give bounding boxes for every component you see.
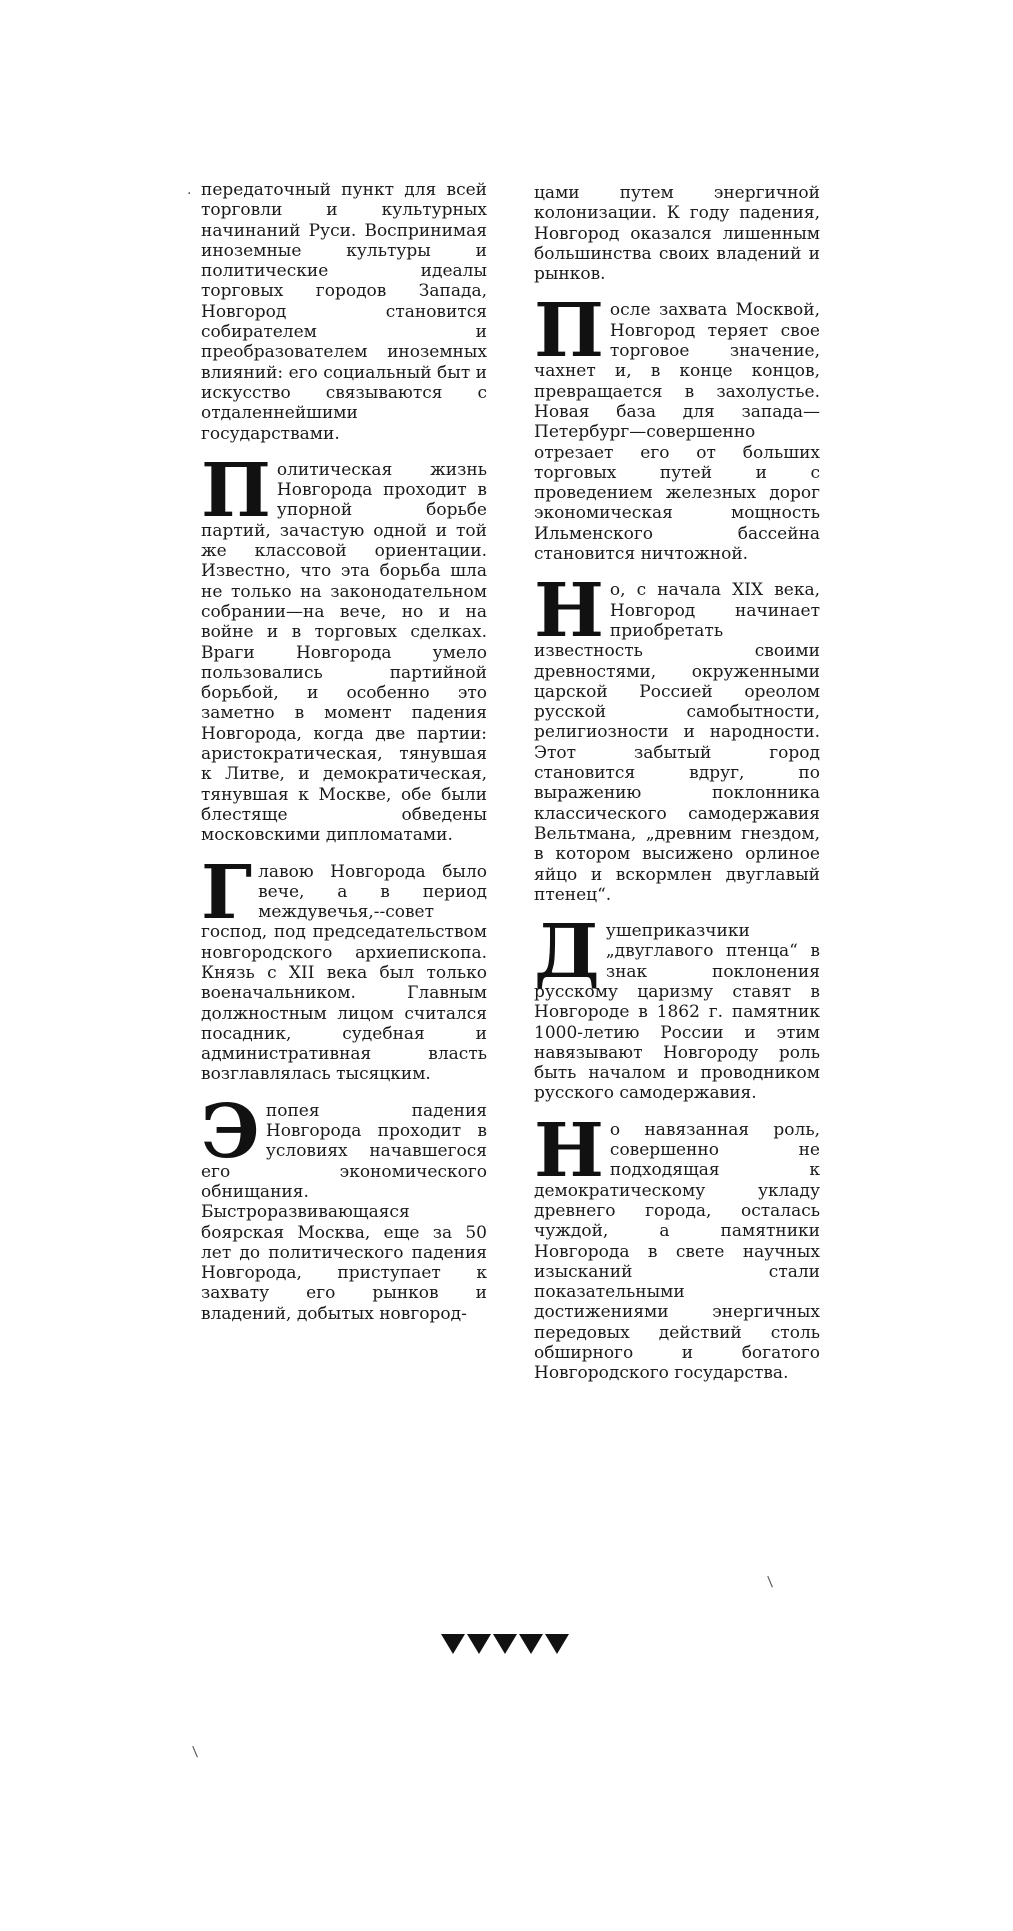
paragraph xyxy=(201,460,487,846)
paragraph-text: о, с начала XIX века, Новгород начинает приобретать известность своими древностями, окруженными царской Россией ореолом русской самобытности, религиозности и народности. Этот забытый город становится вдруг, по выражению поклонника классического самодержавия Вельтмана, „древним гнездом, в котором высижено орлиное яйцо и вскормлен двуглавый птенец“. xyxy=(534,580,820,905)
drop-cap-initial: Н xyxy=(534,580,604,655)
triangle-ornament-icon xyxy=(545,1634,569,1654)
drop-cap-initial: Г xyxy=(201,861,253,936)
triangle-ornament-icon xyxy=(493,1634,517,1654)
paragraph-text: лавою Новгорода было вече, а в период междувечья,--совет господ, под председательством новгородского архиепископа. Князь с XII века был только военачальником. Главным должностным лицом считался посадник, судебная и административная власть возглавлялась тысяцким. xyxy=(201,861,487,1085)
paragraph xyxy=(534,300,820,564)
speck-mark: / xyxy=(763,1574,778,1590)
triangle-ornament-icon xyxy=(519,1634,543,1654)
drop-cap-initial: Э xyxy=(201,1100,260,1175)
drop-cap-initial: Д xyxy=(534,921,600,996)
paragraph-text: олитическая жизнь Новгорода проходит в упорной борьбе партий, зачастую одной и той же классовой ориентации. Известно, что эта борьба шла не только на законодательном собрании—на вече, но и на войне и в торговых сделках. Враги Новгорода умело пользовались партийной борьбой, и особенно это заметно в момент падения Новгорода, когда две партии: аристократическая, тянувшая к Литве, и демократическая, тянувшая к Москве, обе были блестяще обведены московскими дипломатами. xyxy=(201,459,487,846)
paragraph xyxy=(201,180,487,444)
drop-cap-initial: Н xyxy=(534,1119,604,1194)
triangle-ornament-icon xyxy=(467,1634,491,1654)
right-text-column xyxy=(534,183,820,1400)
paragraph-text: передаточный пункт для всей торговли и культурных начинаний Руси. Воспринимая иноземные культуры и политические идеалы торговых городов Запада, Новгород становится собирателем и преобразователем иноземных влияний: его социальный быт и искусство связываются с отдаленнейшими государствами. xyxy=(201,180,487,444)
speck-mark: · xyxy=(187,186,192,202)
drop-cap-initial: П xyxy=(534,300,604,375)
paragraph-text: цами путем энергичной колонизации. К году падения, Новгород оказался лишенным большинства своих владений и рынков. xyxy=(534,183,820,285)
paragraph xyxy=(534,1120,820,1384)
paragraph-text: осле захвата Москвой, Новгород теряет свое торговое значение, чахнет и, в конце концов, превращается в захолустье. Новая база для запада—Петербург—совершенно отрезает его от больших торговых путей и с проведением железных дорог экономическая мощность Ильменского бассейна становится ничтожной. xyxy=(534,300,820,565)
paragraph-text: ушеприказчики „двуглавого птенца“ в знак поклонения русскому царизму ставят в Новгороде в 1862 г. памятник 1000-летию России и этим навязывают Новгороду роль быть началом и проводником русского самодержавия. xyxy=(534,921,820,1104)
speck-mark: / xyxy=(188,1744,203,1760)
left-text-column xyxy=(201,180,487,1340)
paragraph xyxy=(201,862,487,1085)
drop-cap-initial: П xyxy=(201,459,271,534)
triangle-ornament-icon xyxy=(441,1634,465,1654)
paragraph xyxy=(534,580,820,905)
paragraph-text: попея падения Новгорода проходит в условиях начавшегося его экономического обнищания. Быстроразвивающаяся боярская Москва, еще за 50 лет до политического падения Новгорода, приступает к захвату его рынков и владений, добытых новгород- xyxy=(201,1100,487,1324)
paragraph xyxy=(534,183,820,284)
paragraph xyxy=(534,921,820,1104)
ornament-triangles xyxy=(441,1628,571,1661)
paragraph xyxy=(201,1101,487,1324)
paragraph-text: о навязанная роль, совершенно не подходящая к демократическому укладу древнего города, осталась чуждой, а памятники Новгорода в свете научных изысканий стали показательными достижениями энергичных передовых действий столь обширного и богатого Новгородского государства. xyxy=(534,1119,820,1384)
